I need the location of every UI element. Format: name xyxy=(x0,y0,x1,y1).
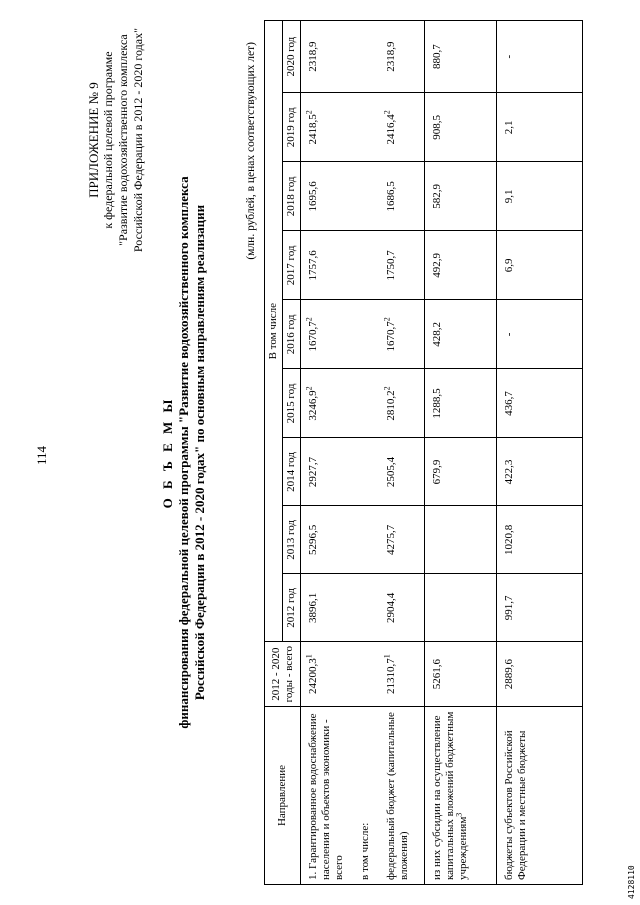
row-value: 422,3 xyxy=(497,438,583,506)
row-value: 5296,5 xyxy=(301,506,359,574)
header-year: 2019 год xyxy=(283,93,301,162)
row-value: 436,7 xyxy=(497,369,583,438)
row-value: 9,1 xyxy=(497,162,583,231)
title-line: Российской Федерации в 2012 - 2020 годах" по основным направлениям реализации xyxy=(192,204,207,701)
header-year: 2016 год xyxy=(283,300,301,369)
row-total: 24200,3$^1$ xyxy=(301,642,359,707)
table-row xyxy=(301,21,359,885)
row-value: 6,9 xyxy=(497,231,583,300)
row-value xyxy=(425,506,497,574)
row-label: бюджеты субъектов Российской Федерации и местные бюджеты xyxy=(497,707,583,885)
row-label: федеральный бюджет (капитальные вложения) xyxy=(379,707,425,885)
row-value: 1695,6 xyxy=(301,162,359,231)
row-value xyxy=(425,574,497,642)
header-year: 2017 год xyxy=(283,231,301,300)
row-value: 1670,7$^2$ xyxy=(379,300,425,369)
row-value: - xyxy=(497,21,583,93)
header-year: 2020 год xyxy=(283,21,301,93)
row-value: 679,9 xyxy=(425,438,497,506)
header-year: 2013 год xyxy=(283,506,301,574)
row-value: 2904,4 xyxy=(379,574,425,642)
row-value: 2927,7 xyxy=(301,438,359,506)
row-value: 2505,4 xyxy=(379,438,425,506)
document-title xyxy=(160,0,208,905)
row-value: 582,9 xyxy=(425,162,497,231)
title-line: финансирования федеральной целевой программы "Развитие водохозяйственного комплекса xyxy=(176,176,191,729)
header-including: В том числе xyxy=(265,21,283,642)
appendix-line: к федеральной целевой программе xyxy=(101,51,115,229)
financing-table xyxy=(264,20,583,885)
row-value: 428,2 xyxy=(425,300,497,369)
header-year: 2015 год xyxy=(283,369,301,438)
row-value: 3246,9$^2$ xyxy=(301,369,359,438)
header-direction: Направление xyxy=(265,707,301,885)
row-value: 908,5 xyxy=(425,93,497,162)
header-total: 2012 - 2020 годы - всего xyxy=(265,642,301,707)
row-value: - xyxy=(497,300,583,369)
appendix-title: ПРИЛОЖЕНИЕ № 9 xyxy=(86,82,101,198)
row-label: в том числе: xyxy=(359,707,379,885)
table-row xyxy=(379,21,425,885)
row-value: 1288,5 xyxy=(425,369,497,438)
header-year: 2012 год xyxy=(283,574,301,642)
table-row-subheading xyxy=(359,21,379,885)
header-year: 2014 год xyxy=(283,438,301,506)
document-code: 4128110 xyxy=(627,865,636,899)
row-value: 2,1 xyxy=(497,93,583,162)
table-row xyxy=(425,21,497,885)
appendix-line: "Развитие водохозяйственного комплекса xyxy=(116,34,130,246)
row-value: 1757,6 xyxy=(301,231,359,300)
row-value: 991,7 xyxy=(497,574,583,642)
row-label: 1. Гарантированное водоснабжение населения и объектов экономики - всего xyxy=(301,707,359,885)
title-heading: О Б Ъ Е М Ы xyxy=(160,396,175,509)
row-label: из них субсидии на осуществление капитальных вложений бюджетным учреждениям$^3$ xyxy=(425,707,497,885)
appendix-line: Российской Федерации в 2012 - 2020 годах" xyxy=(131,28,145,253)
table-header-row xyxy=(265,21,283,885)
row-value: 1670,7$^2$ xyxy=(301,300,359,369)
table-row xyxy=(497,21,583,885)
row-value: 2318,9 xyxy=(379,21,425,93)
row-value: 492,9 xyxy=(425,231,497,300)
row-value: 2416,4$^2$ xyxy=(379,93,425,162)
row-total: 21310,7$^1$ xyxy=(379,642,425,707)
row-value: 4275,7 xyxy=(379,506,425,574)
row-total: 5261,6 xyxy=(425,642,497,707)
units-note: (млн. рублей, в ценах соответствующих лет) xyxy=(245,42,257,260)
row-total: 2889,6 xyxy=(497,642,583,707)
row-value: 2810,2$^2$ xyxy=(379,369,425,438)
row-value: 3896,1 xyxy=(301,574,359,642)
row-value: 880,7 xyxy=(425,21,497,93)
row-value: 1686,5 xyxy=(379,162,425,231)
row-value: 1020,8 xyxy=(497,506,583,574)
header-year: 2018 год xyxy=(283,162,301,231)
page-number: 114 xyxy=(34,445,49,465)
appendix-header xyxy=(86,28,146,252)
row-value: 2418,5$^2$ xyxy=(301,93,359,162)
row-value: 2318,9 xyxy=(301,21,359,93)
row-value: 1750,7 xyxy=(379,231,425,300)
